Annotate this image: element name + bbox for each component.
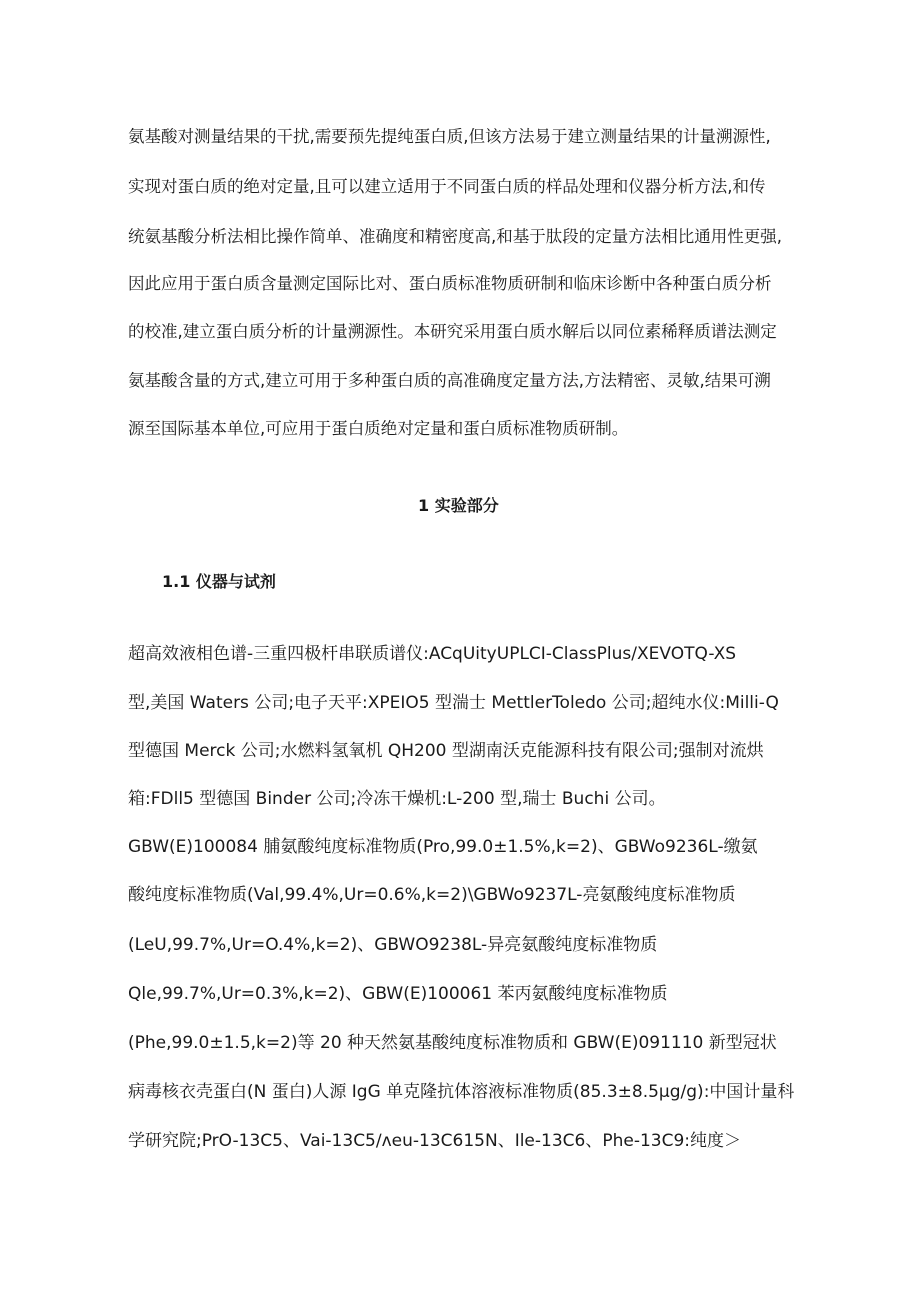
text-line: GBW(E)100084 脯氨酸纯度标准物质(Pro,99.0±1.5%,k=2)、GBWo9236L-缴氨 bbox=[128, 837, 758, 857]
text-line: 超高效液相色谱-三重四极杆串联质谱仪:ACqUityUPLCI-ClassPlus/XEVOTQ-XS bbox=[128, 644, 737, 664]
text-line: 箱:FDll5 型德国 Binder 公司;冷冻干燥机:L-200 型,瑞士 Buchi 公司。 bbox=[128, 789, 666, 809]
text-line: 型德国 Merck 公司;水燃料氢氧机 QH200 型湖南沃克能源科技有限公司;强制对流烘 bbox=[128, 741, 764, 761]
text-line: 统氨基酸分析法相比操作简单、准确度和精密度高,和基于肽段的定量方法相比通用性更强, bbox=[128, 227, 782, 246]
text-line: (LeU,99.7%,Ur=O.4%,k=2)、GBWO9238L-异亮氨酸纯度标准物质 bbox=[128, 935, 658, 955]
subsection-heading: 1.1 仪器与试剂 bbox=[162, 572, 276, 591]
text-line: 氨基酸对测量结果的干扰,需要预先提纯蛋白质,但该方法易于建立测量结果的计量溯源性, bbox=[128, 127, 771, 146]
text-line: 源至国际基本单位,可应用于蛋白质绝对定量和蛋白质标准物质研制。 bbox=[128, 419, 629, 438]
text-line: 学研究院;PrO-13C5、Vai-13C5∕ʌeu-13C615N、Ile-13C6、Phe-13C9:纯度＞ bbox=[128, 1131, 742, 1151]
text-line: 实现对蛋白质的绝对定量,且可以建立适用于不同蛋白质的样品处理和仪器分析方法,和传 bbox=[128, 177, 766, 196]
text-line: 氨基酸含量的方式,建立可用于多种蛋白质的高准确度定量方法,方法精密、灵敏,结果可溯 bbox=[128, 371, 771, 390]
text-line: (Phe,99.0±1.5,k=2)等 20 种天然氨基酸纯度标准物质和 GBW(E)091110 新型冠状 bbox=[128, 1033, 777, 1053]
text-line: 病毒核衣壳蛋白(N 蛋白)人源 IgG 单克隆抗体溶液标准物质(85.3±8.5μg∕g):中国计量科 bbox=[128, 1082, 795, 1102]
text-line: Qle,99.7%,Ur=0.3%,k=2)、GBW(E)100061 苯丙氨酸纯度标准物质 bbox=[128, 984, 668, 1004]
text-line: 的校准,建立蛋白质分析的计量溯源性。本研究采用蛋白质水解后以同位素稀释质谱法测定 bbox=[128, 322, 777, 341]
section-heading: 1 实验部分 bbox=[418, 496, 499, 515]
text-line: 因此应用于蛋白质含量测定国际比对、蛋白质标准物质研制和临床诊断中各种蛋白质分析 bbox=[128, 274, 772, 293]
text-line: 酸纯度标准物质(Val,99.4%,Ur=0.6%,k=2)\GBWo9237L-亮氨酸纯度标准物质 bbox=[128, 885, 736, 905]
text-line: 型,美国 Waters 公司;电子天平:XPEIO5 型湍士 MettlerToledo 公司;超纯水仪:Milli-Q bbox=[128, 693, 779, 713]
